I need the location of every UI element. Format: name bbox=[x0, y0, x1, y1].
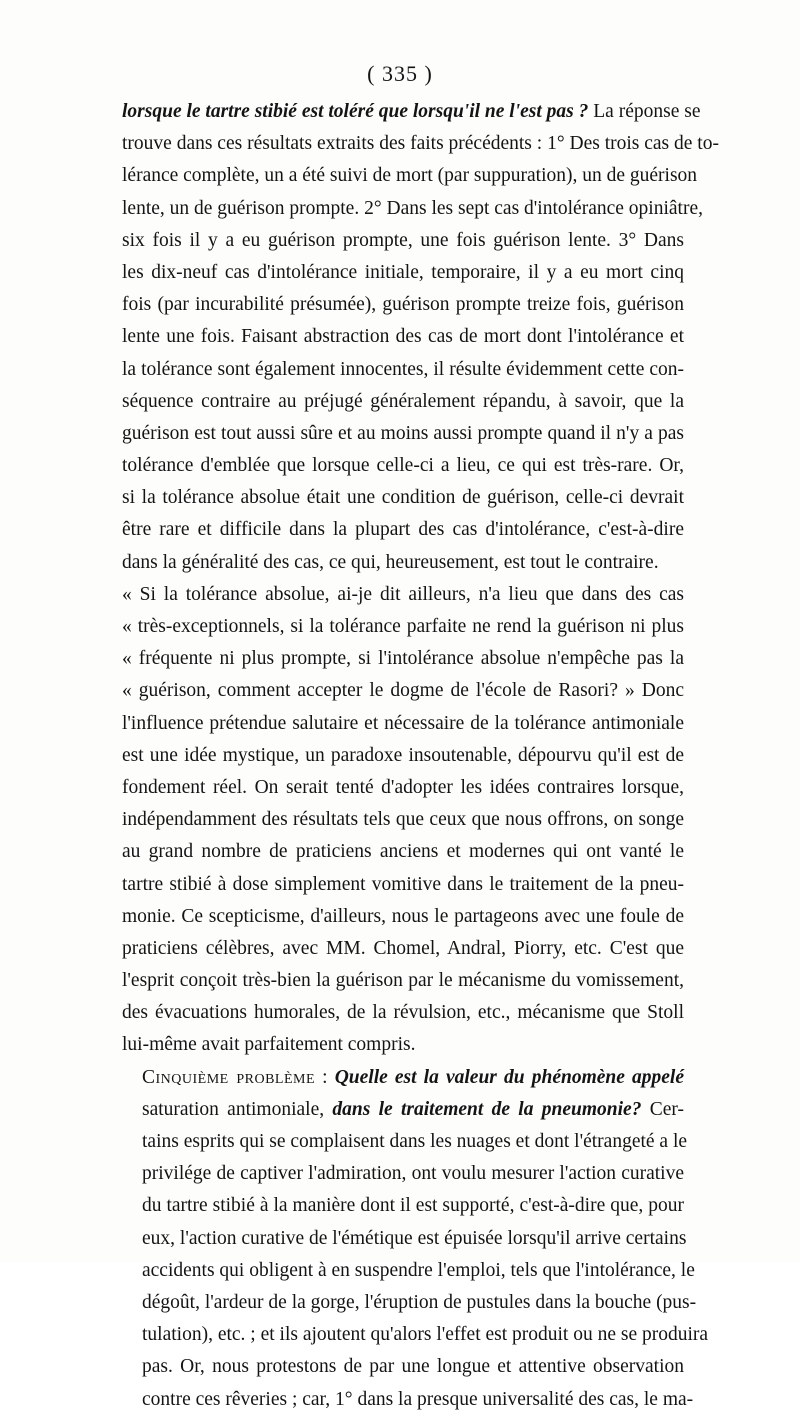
text-segment: eux, l'action curative de l'émétique est épuisée lorsqu'il arrive certains bbox=[142, 1227, 687, 1249]
text-line bbox=[122, 1287, 697, 1319]
text-segment: dans la généralité des cas, ce qui, heureusement, est tout le contraire. bbox=[122, 551, 659, 573]
text-line bbox=[122, 96, 701, 128]
text-segment: guérison est tout aussi sûre et au moins aussi prompte quand il n'y a pas bbox=[122, 422, 684, 444]
text-segment: « guérison, comment accepter le dogme de l'école de Rasori? » Donc bbox=[122, 680, 684, 702]
text-line bbox=[122, 1223, 687, 1255]
text-line bbox=[122, 772, 684, 804]
text-line bbox=[122, 1351, 684, 1383]
text-segment: l'influence prétendue salutaire et nécessaire de la tolérance antimoniale bbox=[122, 712, 684, 734]
text-segment: des évacuations humorales, de la révulsion, etc., mécanisme que Stoll bbox=[122, 1002, 684, 1024]
text-line bbox=[122, 1158, 684, 1190]
text-line bbox=[122, 804, 684, 836]
text-segment: du tartre stibié à la manière dont il est supporté, c'est-à-dire que, pour bbox=[142, 1195, 684, 1217]
italic-text: Quelle est la valeur du phénomène appelé bbox=[334, 1066, 684, 1088]
text-line bbox=[122, 579, 684, 611]
text-line bbox=[122, 354, 684, 386]
text-segment: lui-même avait parfaitement compris. bbox=[122, 1034, 416, 1056]
text-line bbox=[122, 225, 684, 257]
text-line bbox=[122, 1319, 709, 1351]
text-line bbox=[122, 933, 684, 965]
text-segment: tolérance d'emblée que lorsque celle-ci a lieu, ce qui est très-rare. Or, bbox=[122, 455, 684, 477]
section-heading: Cinquième problème bbox=[142, 1066, 316, 1088]
text-segment: Cer- bbox=[641, 1098, 685, 1120]
text-line bbox=[122, 547, 684, 579]
text-segment: au grand nombre de praticiens anciens et modernes qui ont vanté le bbox=[122, 841, 684, 863]
page-number: ( 335 ) bbox=[367, 61, 433, 86]
text-segment: dégoût, l'ardeur de la gorge, l'éruption de pustules dans la bouche (pus- bbox=[142, 1291, 697, 1313]
text-line bbox=[122, 836, 684, 868]
text-segment: praticiens célèbres, avec MM. Chomel, Andral, Piorry, etc. C'est que bbox=[122, 937, 684, 959]
text-line bbox=[122, 708, 684, 740]
text-segment: tulation), etc. ; et ils ajoutent qu'alors l'effet est produit ou ne se produira bbox=[142, 1324, 709, 1346]
text-segment: privilége de captiver l'admiration, ont voulu mesurer l'action curative bbox=[142, 1163, 684, 1185]
text-line bbox=[122, 1190, 684, 1222]
text-line bbox=[122, 289, 684, 321]
text-line bbox=[122, 257, 684, 289]
text-line bbox=[122, 965, 684, 997]
text-segment: fondement réel. On serait tenté d'adopter les idées contraires lorsque, bbox=[122, 776, 684, 798]
text-segment: fois (par incurabilité présumée), guérison prompte treize fois, guérison bbox=[122, 294, 684, 316]
text-line bbox=[122, 1384, 694, 1416]
text-line bbox=[122, 482, 684, 514]
text-segment: lérance complète, un a été suivi de mort (par suppuration), un de guérison bbox=[122, 165, 698, 187]
text-segment: lente, un de guérison prompte. 2° Dans les sept cas d'intolérance opiniâtre, bbox=[122, 197, 703, 219]
text-segment: « fréquente ni plus prompte, si l'intolérance absolue n'empêche pas la bbox=[122, 648, 684, 670]
text-segment: l'esprit conçoit très-bien la guérison par le mécanisme du vomissement, bbox=[122, 970, 684, 992]
text-line bbox=[122, 997, 684, 1029]
text-line bbox=[122, 160, 698, 192]
text-segment: est une idée mystique, un paradoxe insoutenable, dépourvu qu'il est de bbox=[122, 744, 684, 766]
text-line bbox=[122, 128, 719, 160]
text-segment: les dix-neuf cas d'intolérance initiale, temporaire, il y a eu mort cinq bbox=[122, 261, 684, 283]
text-segment: monie. Ce scepticisme, d'ailleurs, nous le partageons avec une foule de bbox=[122, 905, 684, 927]
text-line bbox=[122, 869, 684, 901]
body-text bbox=[122, 96, 719, 1416]
text-line bbox=[122, 321, 684, 353]
text-line bbox=[122, 193, 703, 225]
text-segment: séquence contraire au préjugé généralement répandu, à savoir, que la bbox=[122, 390, 684, 412]
italic-text: dans le traitement de la pneumonie? bbox=[332, 1098, 642, 1120]
text-line bbox=[122, 901, 684, 933]
text-segment: être rare et difficile dans la plupart des cas d'intolérance, c'est-à-dire bbox=[122, 519, 684, 541]
text-line bbox=[122, 611, 684, 643]
text-line bbox=[122, 1029, 684, 1061]
text-line bbox=[122, 1094, 684, 1126]
text-segment: contre ces rêveries ; car, 1° dans la presque universalité des cas, le ma- bbox=[142, 1388, 694, 1410]
text-segment: saturation antimoniale, bbox=[142, 1098, 333, 1120]
text-line bbox=[122, 418, 684, 450]
text-line bbox=[122, 1126, 688, 1158]
text-segment: tains esprits qui se complaisent dans les nuages et dont l'étrangeté a le bbox=[142, 1131, 688, 1152]
text-line bbox=[122, 1255, 695, 1287]
text-line bbox=[122, 740, 684, 772]
text-segment: tartre stibié à dose simplement vomitive dans le traitement de la pneu- bbox=[122, 873, 684, 895]
text-line bbox=[122, 450, 684, 482]
text-segment: pas. Or, nous protestons de par une longue et attentive observation bbox=[142, 1356, 684, 1378]
text-segment: six fois il y a eu guérison prompte, une fois guérison lente. 3° Dans bbox=[122, 229, 684, 251]
text-segment: lente une fois. Faisant abstraction des cas de mort dont l'intolérance et bbox=[122, 326, 684, 348]
text-segment: « très-exceptionnels, si la tolérance parfaite ne rend la guérison ni plus bbox=[122, 616, 684, 637]
text-line bbox=[122, 643, 684, 675]
text-segment: accidents qui obligent à en suspendre l'emploi, tels que l'intolérance, le bbox=[142, 1259, 695, 1281]
text-line bbox=[122, 386, 684, 418]
text-segment: indépendamment des résultats tels que ceux que nous offrons, on songe bbox=[122, 809, 684, 831]
italic-text: lorsque le tartre stibié est toléré que lorsqu'il ne l'est pas ? bbox=[122, 101, 589, 122]
text-segment: la tolérance sont également innocentes, il résulte évidemment cette con- bbox=[122, 358, 684, 380]
text-segment: « Si la tolérance absolue, ai-je dit ailleurs, n'a lieu que dans des cas bbox=[122, 583, 684, 605]
text-segment: trouve dans ces résultats extraits des faits précédents : 1° Des trois cas de to- bbox=[122, 133, 719, 155]
text-line bbox=[122, 514, 684, 546]
text-segment: si la tolérance absolue était une condition de guérison, celle-ci devrait bbox=[122, 487, 684, 509]
text-line bbox=[122, 675, 684, 707]
text-segment: La réponse se bbox=[588, 101, 701, 122]
text-segment: : bbox=[315, 1066, 335, 1088]
text-line bbox=[122, 1062, 684, 1094]
